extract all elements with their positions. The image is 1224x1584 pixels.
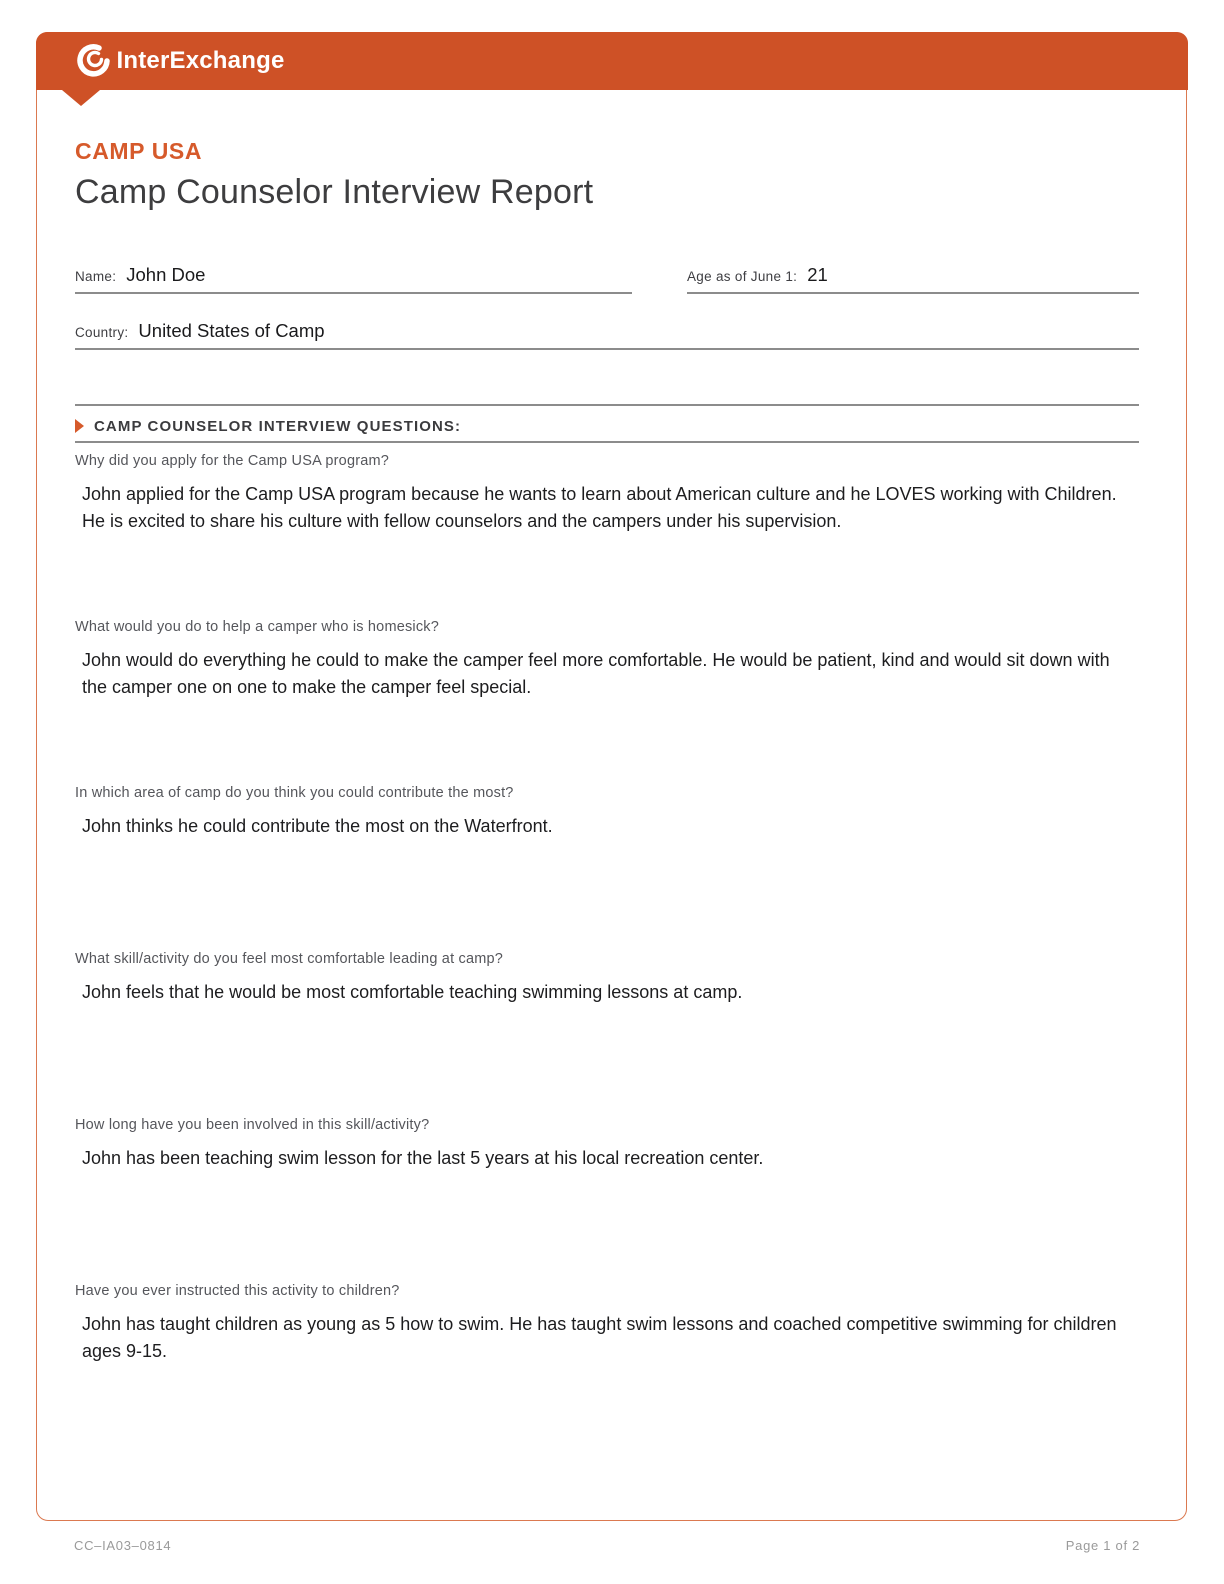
country-label: Country: [75, 324, 129, 340]
interview-questions-list [75, 453, 1139, 1365]
name-value: John Doe [126, 263, 206, 285]
age-label: Age as of June 1: [687, 268, 798, 284]
report-content [37, 138, 1186, 1366]
question-text: Have you ever instructed this activity to children? [75, 1283, 400, 1299]
answer-text: John would do everything he could to make the camper feel more comfortable. He would be patient, kind and would sit down with the camper one on one to make the camper feel special. [82, 650, 1110, 697]
name-field [75, 264, 632, 294]
country-value: United States of Camp [138, 319, 325, 341]
answer-text: John thinks he could contribute the most on the Waterfront. [82, 816, 553, 836]
qa-item [75, 951, 1139, 1117]
interexchange-swoosh-icon [74, 44, 110, 78]
section-heading-rule [75, 441, 1139, 444]
logo-wordmark: InterExchange [116, 46, 285, 74]
header-pointer-triangle-icon [62, 90, 100, 106]
section-arrow-icon [75, 419, 84, 433]
question-text: How long have you been involved in this skill/activity? [75, 1117, 430, 1133]
qa-item [75, 1117, 1139, 1283]
form-row-name-age [75, 264, 1139, 294]
qa-item [75, 785, 1139, 951]
qa-item [75, 1283, 1139, 1365]
brand-header-bar [36, 32, 1188, 90]
interexchange-logo [74, 44, 285, 78]
question-text: In which area of camp do you think you could contribute the most? [75, 785, 514, 801]
answer-text: John has been teaching swim lesson for the last 5 years at his local recreation center. [82, 1148, 764, 1168]
answer-text: John has taught children as young as 5 how to swim. He has taught swim lessons and coached competitive swimming for children ages 9-15. [82, 1314, 1117, 1361]
program-label: CAMP USA [75, 137, 203, 164]
section-heading-label: CAMP COUNSELOR INTERVIEW QUESTIONS: [94, 417, 462, 435]
form-row-country [75, 320, 1139, 350]
separator-rule [75, 404, 1139, 406]
applicant-info [75, 264, 1139, 350]
question-text: Why did you apply for the Camp USA program? [75, 453, 390, 469]
section-heading [75, 418, 1139, 435]
country-field [75, 320, 1139, 350]
qa-item [75, 619, 1139, 785]
answer-text: John feels that he would be most comfortable teaching swimming lessons at camp. [82, 982, 743, 1002]
question-text: What skill/activity do you feel most comfortable leading at camp? [75, 951, 504, 967]
name-label: Name: [75, 268, 117, 284]
qa-item [75, 453, 1139, 619]
answer-text: John applied for the Camp USA program because he wants to learn about American culture and he LOVES working with Children. He is excited to share his culture with fellow counselors and the campers under his supervision. [82, 484, 1117, 531]
age-field [687, 264, 1139, 294]
page-number: Page 1 of 2 [1065, 1538, 1140, 1553]
age-value: 21 [807, 263, 828, 285]
report-card [36, 32, 1187, 1521]
page-footer [36, 1538, 1187, 1553]
document-code: CC–IA03–0814 [74, 1538, 172, 1553]
page-title: Camp Counselor Interview Report [75, 172, 594, 211]
question-text: What would you do to help a camper who is homesick? [75, 619, 440, 635]
